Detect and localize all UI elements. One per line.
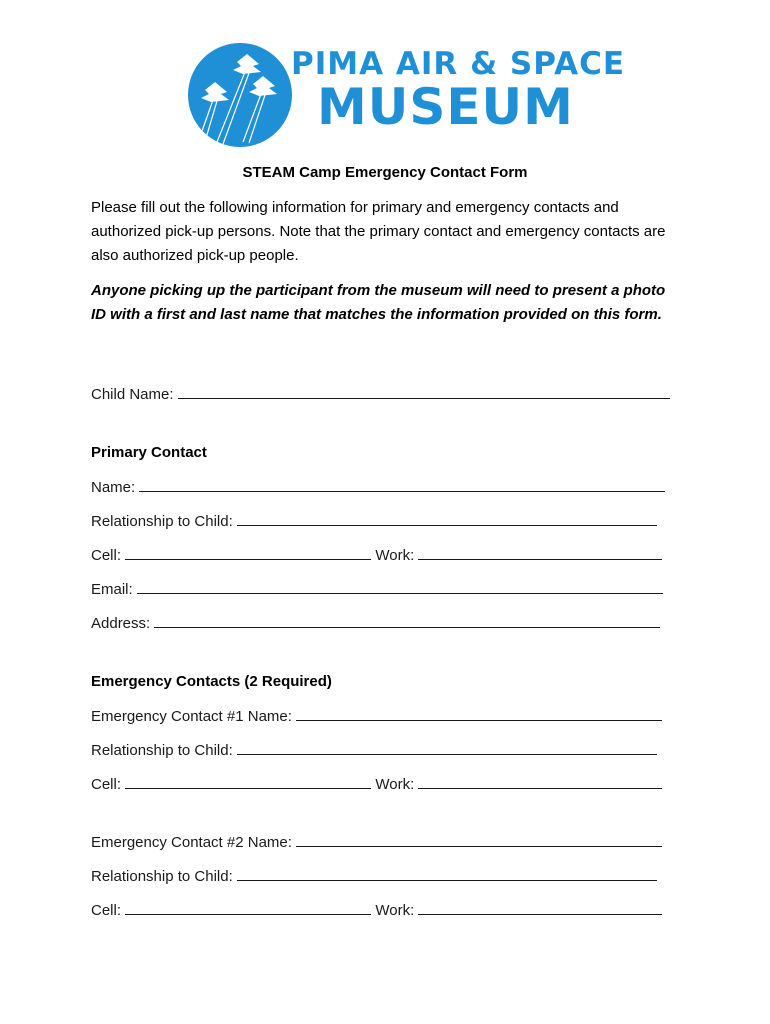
emergency2-cell-field[interactable]	[125, 901, 371, 915]
emergency1-cell-field[interactable]	[125, 775, 371, 789]
emergency1-work-field[interactable]	[418, 775, 662, 789]
primary-email-row	[91, 580, 663, 598]
primary-cell-field[interactable]	[125, 546, 371, 560]
emergency2-name-label: Emergency Contact #2 Name:	[91, 834, 292, 851]
primary-work-label: Work:	[375, 547, 415, 564]
primary-work-field[interactable]	[418, 546, 662, 560]
primary-address-row	[91, 614, 660, 632]
emergency1-work-label: Work:	[375, 776, 415, 793]
primary-name-row	[91, 478, 665, 496]
emergency1-name-label: Emergency Contact #1 Name:	[91, 708, 292, 725]
primary-email-label: Email:	[91, 581, 133, 598]
primary-relationship-label: Relationship to Child:	[91, 513, 233, 530]
emergency2-work-label: Work:	[375, 902, 415, 919]
primary-name-label: Name:	[91, 479, 136, 496]
emergency2-cell-label: Cell:	[91, 902, 122, 919]
intro-paragraph: Please fill out the following information for primary and emergency contacts and authorized pick-up persons. Note that the primary contact and emergency contacts are also authorized pick-up people.	[91, 199, 666, 264]
logo-line1: PIMA AIR & SPACE	[291, 46, 626, 82]
child-name-row	[91, 385, 670, 403]
logo-line2: MUSEUM	[317, 78, 574, 136]
emergency2-name-field[interactable]	[296, 833, 662, 847]
emergency2-relationship-label: Relationship to Child:	[91, 868, 233, 885]
primary-address-label: Address:	[91, 615, 151, 632]
primary-email-field[interactable]	[137, 580, 663, 594]
primary-address-field[interactable]	[154, 614, 660, 628]
child-name-field[interactable]	[178, 385, 670, 399]
primary-cell-label: Cell:	[91, 547, 122, 564]
primary-relationship-field[interactable]	[237, 512, 657, 526]
emergency2-work-field[interactable]	[418, 901, 662, 915]
child-name-label: Child Name:	[91, 386, 174, 403]
emergency1-relationship-row	[91, 741, 657, 759]
emergency1-phone-row	[91, 775, 662, 793]
emergency1-name-field[interactable]	[296, 707, 662, 721]
emergency-contacts-heading: Emergency Contacts (2 Required)	[91, 673, 332, 690]
primary-phone-row	[91, 546, 662, 564]
primary-relationship-row	[91, 512, 657, 530]
emergency2-relationship-field[interactable]	[237, 867, 657, 881]
primary-name-field[interactable]	[139, 478, 665, 492]
emergency1-relationship-label: Relationship to Child:	[91, 742, 233, 759]
emergency2-name-row	[91, 833, 662, 851]
emergency1-relationship-field[interactable]	[237, 741, 657, 755]
emergency1-name-row	[91, 707, 662, 725]
emergency2-phone-row	[91, 901, 662, 919]
museum-logo	[187, 42, 626, 148]
primary-contact-heading: Primary Contact	[91, 444, 207, 461]
photo-id-notice: Anyone picking up the participant from the museum will need to present a photo ID with a first and last name that matches the information provided on this form.	[91, 282, 666, 323]
emergency1-cell-label: Cell:	[91, 776, 122, 793]
form-title: STEAM Camp Emergency Contact Form	[242, 164, 528, 181]
emergency2-relationship-row	[91, 867, 657, 885]
jets-in-circle-logo-icon	[187, 42, 293, 148]
